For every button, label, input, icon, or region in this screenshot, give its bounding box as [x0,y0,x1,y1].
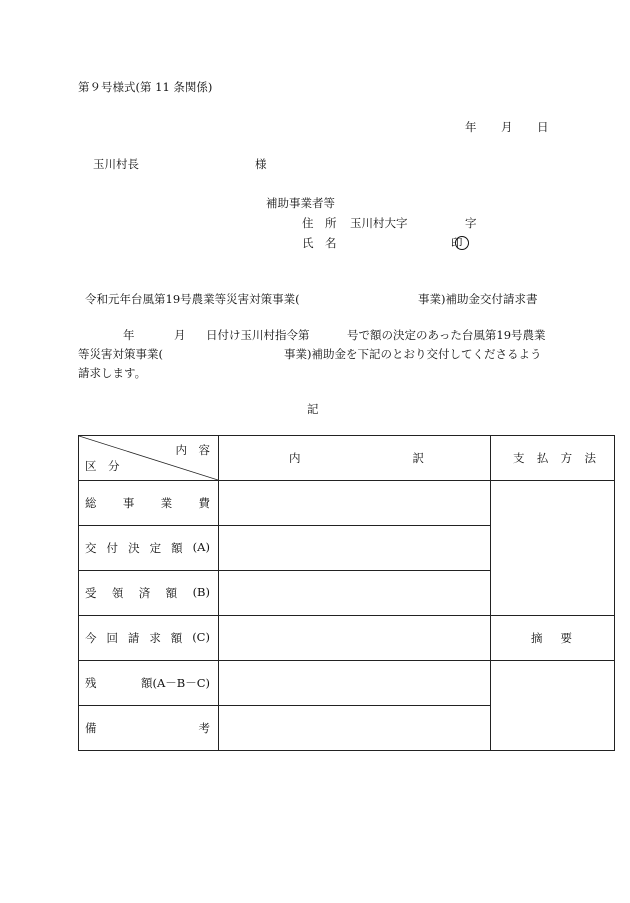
breakdown-cell[interactable] [219,571,491,616]
seal-label: 印 [451,236,463,250]
body-line1-a: 日付け玉川村指令第 [206,328,310,342]
address-value: 玉川村大字 [350,216,408,230]
breakdown-header [219,436,491,481]
summary-header-cell [491,616,615,661]
address-label: 住 所 [302,216,337,230]
row-label-received-amount [79,571,219,616]
label-char: 決 [128,541,140,555]
row-label-total-cost [79,481,219,526]
payment-header-char: 支 [513,451,525,465]
applicant-heading: 補助事業者等 [266,196,335,210]
label-char: 考 [198,721,210,735]
table-row [79,481,615,526]
breakdown-cell[interactable] [219,616,491,661]
row-label-remarks [79,706,219,751]
label-char: 領 [111,586,124,600]
body-year: 年 [123,328,135,342]
label-char: 額 [170,631,183,645]
summary-char: 摘 [531,631,543,645]
label-char: 求 [149,631,161,645]
breakdown-cell[interactable] [219,481,491,526]
label-char: 額 [165,586,178,600]
body-line3: 請求します。 [78,366,147,380]
breakdown-header-char: 訳 [412,451,424,465]
table-row [79,616,615,661]
label-char: 事 [122,496,135,510]
label-char: (B) [192,585,210,599]
ki-heading: 記 [307,402,319,416]
form-number: 第９号様式(第 11 条関係) [78,80,213,94]
date-day: 日 [537,120,549,134]
label-char: 費 [198,496,210,510]
body-line2-b: 事業)補助金を下記のとおり交付してくださるよう [284,347,542,361]
label-char: 備 [85,721,97,735]
label-char: 交 [85,541,97,555]
breakdown-header-char: 内 [289,451,301,465]
payment-header-char: 払 [536,451,549,465]
date-month: 月 [501,120,513,134]
body-month: 月 [174,328,186,342]
label-char: 定 [149,541,162,555]
seal-circle [455,236,469,250]
label-char: 業 [160,496,173,510]
label-char: 額(A－B－C) [140,676,210,690]
label-char: 受 [85,586,97,600]
row-label-balance [79,661,219,706]
address-aza: 字 [465,216,477,230]
table-header-row [79,436,615,481]
title-left: 令和元年台風第19号農業等災害対策事業( [85,292,300,306]
label-char: 残 [85,676,97,690]
label-char: (C) [192,630,210,644]
payment-method-header [491,436,615,481]
date-year: 年 [465,120,477,134]
body-line1-b: 号で額の決定のあった台風第19号農業 [347,328,546,342]
breakdown-cell[interactable] [219,661,491,706]
label-char: 付 [106,541,119,555]
row-label-current-request-amount [79,616,219,661]
label-char: 今 [85,631,97,645]
breakdown-cell[interactable] [219,706,491,751]
header-content-label: 内 容 [175,443,210,457]
summary-char: 要 [560,631,572,645]
payment-method-cell[interactable] [491,481,615,616]
name-label: 氏 名 [302,236,337,250]
title-right: 事業)補助金交付請求書 [418,292,538,306]
label-char: 額 [171,541,183,555]
table-row [79,661,615,706]
addressee-honorific: 様 [255,157,267,171]
body-line2-a: 等災害対策事業( [78,347,163,361]
header-category-label: 区 分 [85,459,120,473]
payment-header-char: 法 [584,451,596,465]
request-table [78,435,615,751]
label-char: 回 [106,631,118,645]
label-char: (A) [192,540,210,554]
row-label-grant-decision-amount [79,526,219,571]
header-diagonal-cell [79,436,219,481]
label-char: 済 [138,586,151,600]
breakdown-cell[interactable] [219,526,491,571]
label-char: 請 [127,631,140,645]
addressee-name: 玉川村長 [93,157,139,171]
payment-header-char: 方 [560,451,573,465]
label-char: 総 [85,496,97,510]
summary-cell[interactable] [491,661,615,751]
